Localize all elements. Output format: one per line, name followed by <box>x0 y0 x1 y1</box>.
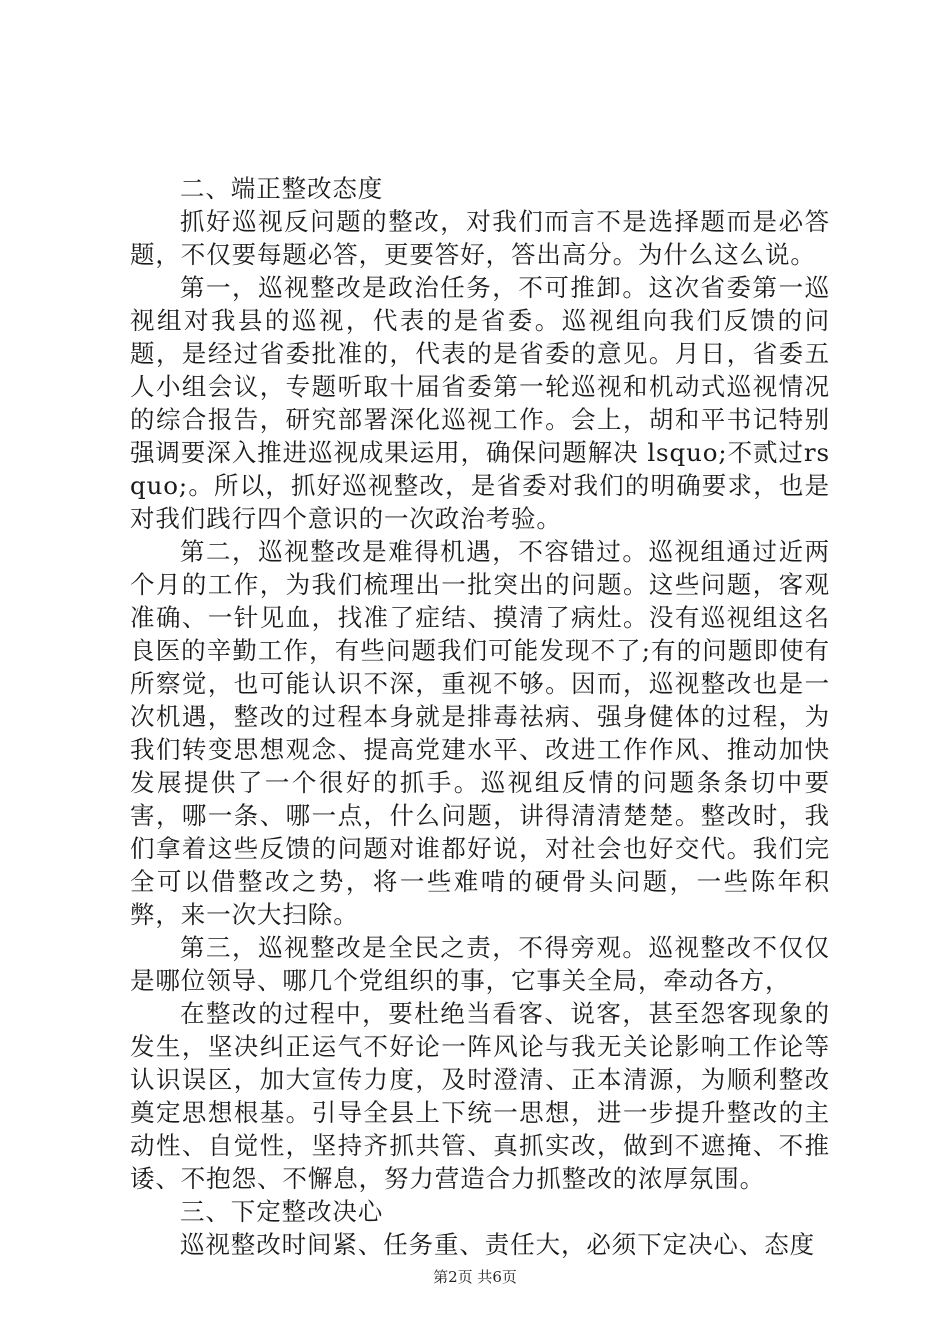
body-paragraph: 抓好巡视反问题的整改，对我们而言不是选择题而是必答题，不仅要每题必答，更要答好，答出高分。为什么这么说。 <box>130 207 830 269</box>
body-paragraph: 第二，巡视整改是难得机遇，不容错过。巡视组通过近两个月的工作，为我们梳理出一批突出的问题。这些问题，客观准确、一针见血，找准了症结、摸清了病灶。没有巡视组这名良医的辛勤工作，有些问题我们可能发现不了;有的问题即使有所察觉，也可能认识不深，重视不够。因而，巡视整改也是一次机遇，整改的过程本身就是排毒祛病、强身健体的过程，为我们转变思想观念、提高党建水平、改进工作作风、推动加快发展提供了一个很好的抓手。巡视组反情的问题条条切中要害，哪一条、哪一点，什么问题，讲得清清楚楚。整改时，我们拿着这些反馈的问题对谁都好说，对社会也好交代。我们完全可以借整改之势，将一些难啃的硬骨头问题，一些陈年积弊，来一次大扫除。 <box>130 537 830 929</box>
section-heading-attitude: 二、端正整改态度 <box>180 174 384 203</box>
page-number-footer: 第2页 共6页 <box>433 1268 517 1286</box>
body-paragraph: 巡视整改时间紧、任务重、责任大，必须下定决心、态度 <box>180 1230 815 1259</box>
section-heading-determination: 三、下定整改决心 <box>180 1197 384 1226</box>
document-body <box>130 172 830 1261</box>
body-paragraph: 第三，巡视整改是全民之责，不得旁观。巡视整改不仅仅是哪位领导、哪几个党组织的事，它事关全局，牵动各方， <box>130 933 830 995</box>
body-paragraph: 在整改的过程中，要杜绝当看客、说客，甚至怨客现象的发生，坚决纠正运气不好论一阵风论与我无关论影响工作论等认识误区，加大宣传力度，及时澄清、正本清源，为顺利整改奠定思想根基。引导全县上下统一思想，进一步提升整改的主动性、自觉性，坚持齐抓共管、真抓实改，做到不遮掩、不推诿、不抱怨、不懈息，努力营造合力抓整改的浓厚氛围。 <box>130 999 830 1193</box>
body-paragraph: 第一，巡视整改是政治任务，不可推卸。这次省委第一巡视组对我县的巡视，代表的是省委。巡视组向我们反馈的问题，是经过省委批准的，代表的是省委的意见。月日，省委五人小组会议，专题听取十届省委第一轮巡视和机动式巡视情况的综合报告，研究部署深化巡视工作。会上，胡和平书记特别强调要深入推进巡视成果运用，确保问题解决 lsquo;不贰过rsquo;。所以，抓好巡视整改，是省委对我们的明确要求，也是对我们践行四个意识的一次政治考验。 <box>130 273 830 533</box>
